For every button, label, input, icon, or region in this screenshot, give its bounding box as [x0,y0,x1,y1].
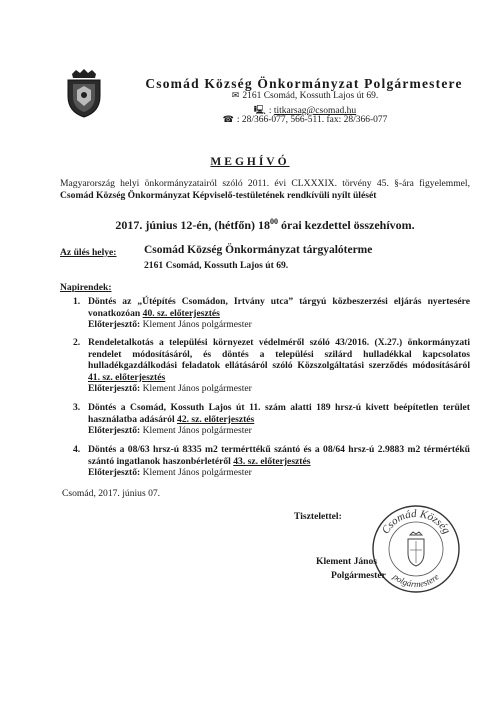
presenter-name: Klement János polgármester [140,425,252,437]
presenter-label: Előterjesztő: [88,425,141,437]
intro-text: Magyarország helyi önkormányzatairól szóló 2011. évi CLXXXIX. törvény 45. §-ára figyelemmel, [60,178,470,189]
document-title-text: MEGHÍVÓ [210,156,290,168]
signer-name: Klement János [316,556,378,567]
location-name: Csomád Község Önkormányzat tárgyalóterme [144,244,373,256]
location-address: 2161 Csomád, Kossuth Lajos út 69. [144,260,289,271]
agenda-item [60,444,470,479]
presenter-name: Klement János polgármester [140,383,252,395]
email-link[interactable]: titkarsag@csomad.hu [273,106,357,116]
address-line [150,91,460,101]
presenter-label: Előterjesztő: [88,383,141,395]
signer-title: Polgármester [331,570,386,581]
meeting-date-main: 2017. június 12-én, (hétfőn) 18 [115,218,271,232]
organization-name: Csomád Község Önkormányzat Polgármestere [145,76,463,91]
telephone-icon: ☎ [222,115,234,125]
agenda-item-reference: 43. sz. előterjesztés [233,455,311,467]
agenda-item-text: Döntés a Csomád, Kossuth Lajos út 11. szám alatti 189 hrsz-ú kivett beépítetlen terület használatba adásáról [88,402,470,425]
official-stamp [370,503,462,595]
agenda-item [60,296,470,331]
stamp-bottom-text: polgármestere [391,571,441,590]
presenter-name: Klement János polgármester [140,467,252,479]
agenda-item-text: Döntés a 08/63 hrsz-ú 8335 m2 termérttékű szántó és a 08/64 hrsz-ú 2.9883 m2 térmértékű szántó ingatlanok haszonbérletéről [88,444,470,467]
intro-bold-text: Csomád Község Önkormányzat Képviselő-testületének rendkívüli nyílt ülését [60,190,377,201]
coat-of-arms-icon [64,68,104,118]
closing-regards: Tisztelettel: [294,511,342,522]
place-and-date: Csomád, 2017. június 07. [62,488,161,499]
envelope-icon: ✉ [231,91,240,101]
meeting-date [60,217,470,233]
location-label: Az ülés helye: [60,247,117,258]
intro-paragraph [60,178,470,202]
presenter-name: Klement János polgármester [140,319,252,331]
address-text: 2161 Csomád, Kossuth Lajos út 69. [242,91,379,101]
agenda-item-reference: 41. sz. előterjesztés [88,371,166,383]
email-line: 🖳 : titkarsag@csomad.hu [253,106,357,116]
agenda-item-reference: 42. sz. előterjesztés [177,413,255,425]
agenda-item-number: 3. [73,402,81,413]
computer-icon: 🖳 [253,106,266,116]
agenda-item-reference: 40. sz. előterjesztés [142,307,220,319]
agenda-label: Napirendek: [60,282,112,293]
presenter-label: Előterjesztő: [88,319,141,331]
agenda-item-number: 4. [73,444,81,455]
phone-text: 28/366-077, 566-511. fax: 28/366-077 [241,115,388,125]
meeting-date-sup: 00 [270,217,279,226]
presenter-label: Előterjesztő: [88,467,141,479]
meeting-date-rest: órai kezdettel összehívom. [278,218,415,232]
svg-text:polgármestere [390,571,440,589]
agenda-item-text: Döntés az „Útépítés Csomádon, Irtvány utca” tárgyú közbeszerzési eljárás nyertesére vonatkozóan [88,296,470,319]
agenda-item-number: 2. [73,337,81,348]
document-title [0,156,500,168]
agenda-item [60,402,470,437]
stamp-top-text: Csomád Község [379,507,453,537]
phone-line: ☎ : 28/366-077, 566-511. fax: 28/366-077 [222,115,388,125]
agenda-item [60,337,470,395]
agenda-item-number: 1. [73,296,81,307]
agenda-item-text: Rendeletalkotás a települési környezet védelméről szóló 43/2016. (X.27.) önkormányzati rendelet módosításáról, és döntés a települési szilárd hulladékkal kapcsolatos hulladékgazdálkodási feladatok ellátásáról szóló Közszolgáltatási szerződés módosításáról [88,337,470,372]
